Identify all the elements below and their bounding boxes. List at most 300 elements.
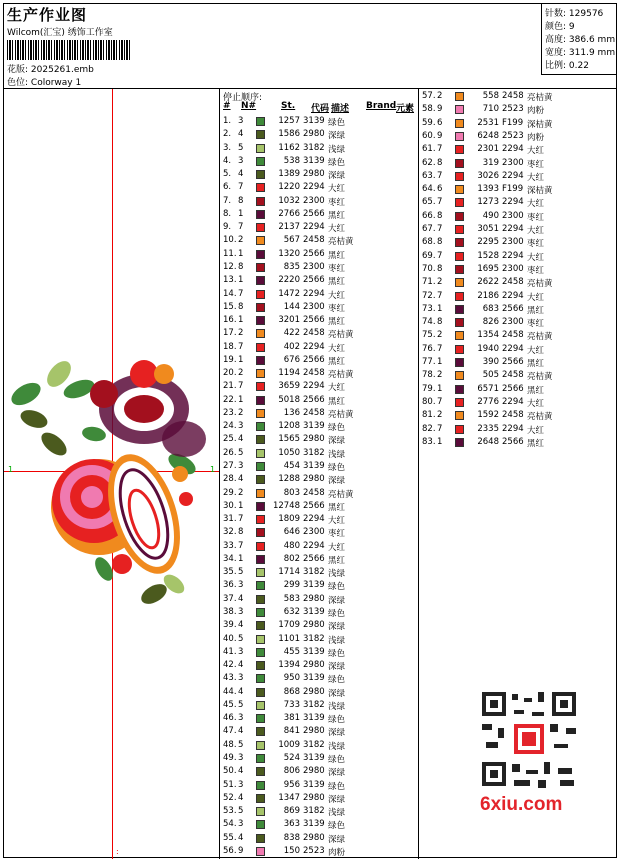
table-row — [220, 659, 418, 672]
color-swatch — [455, 159, 464, 168]
row-needle: 1 — [238, 354, 244, 365]
table-row — [220, 168, 418, 181]
row-needle: 7 — [437, 224, 443, 234]
table-row — [220, 128, 418, 141]
row-needle: 2 — [238, 235, 244, 246]
row-description: 亮桔黄 — [328, 370, 354, 381]
table-row — [220, 354, 418, 367]
color-swatch — [455, 371, 464, 380]
row-number: 5. — [223, 169, 232, 180]
row-description: 黑红 — [527, 359, 545, 369]
row-code: 3139 — [303, 580, 325, 591]
row-description: 枣红 — [328, 197, 346, 208]
row-number: 57. — [422, 91, 436, 101]
row-needle: 7 — [238, 381, 244, 392]
row-stitches: 2220 — [278, 275, 300, 286]
row-description: 亮桔黄 — [527, 93, 553, 103]
row-stitches: 1695 — [477, 263, 499, 274]
table-row — [220, 115, 418, 128]
row-code: 3182 — [303, 447, 325, 458]
row-needle: 2 — [437, 91, 443, 101]
row-stitches: 868 — [283, 686, 300, 697]
row-needle: 3 — [238, 116, 244, 126]
row-needle: 5 — [238, 633, 244, 644]
row-stitches: 632 — [283, 606, 300, 617]
table-row — [419, 369, 617, 382]
row-code: 3139 — [303, 606, 325, 617]
row-description: 黑红 — [328, 396, 346, 407]
color-swatch — [455, 132, 464, 141]
color-swatch — [256, 767, 265, 776]
row-needle: 8 — [437, 237, 443, 248]
row-number: 48. — [223, 739, 237, 750]
stats-panel — [541, 4, 617, 75]
row-description: 深绿 — [328, 662, 346, 673]
row-description: 大红 — [527, 226, 545, 236]
row-needle: 7 — [437, 250, 443, 261]
row-needle: 3 — [238, 779, 244, 790]
row-code: 3182 — [303, 567, 325, 578]
color-swatch — [256, 183, 265, 192]
row-stitches: 1208 — [278, 421, 300, 432]
row-description: 深绿 — [328, 595, 346, 606]
row-code: 2294 — [303, 514, 325, 525]
table-row — [220, 818, 418, 831]
color-swatch — [256, 489, 265, 498]
row-code: 2523 — [502, 130, 524, 141]
row-stitches: 1162 — [278, 142, 300, 153]
row-description: 黑红 — [527, 305, 545, 316]
row-number: 40. — [223, 633, 237, 644]
row-stitches: 1032 — [278, 195, 300, 206]
row-number: 7. — [223, 195, 232, 206]
row-stitches: 835 — [283, 261, 300, 272]
row-code: 2294 — [502, 290, 524, 301]
row-code: 2523 — [502, 104, 524, 115]
row-description: 大红 — [527, 398, 545, 409]
table-row — [220, 513, 418, 526]
row-needle: 4 — [238, 434, 244, 445]
row-stitches: 363 — [283, 819, 300, 830]
row-number: 51. — [223, 779, 237, 790]
qr-code-graphic — [474, 684, 584, 794]
table-row — [220, 487, 418, 500]
table-row — [220, 712, 418, 725]
row-needle: 3 — [238, 673, 244, 684]
row-number: 65. — [422, 197, 436, 208]
color-swatch — [256, 661, 265, 670]
barcode-image — [7, 40, 132, 60]
row-code: 2566 — [502, 436, 524, 447]
row-stitches: 676 — [283, 354, 300, 365]
row-needle: 8 — [238, 261, 244, 272]
table-row — [220, 420, 418, 433]
stat-value: 129576 — [568, 9, 604, 19]
row-stitches: 12748 — [272, 500, 300, 511]
row-description: 枣红 — [527, 212, 545, 223]
row-description: 绿色 — [328, 582, 346, 593]
row-code: F199 — [502, 184, 524, 195]
table-row — [220, 540, 418, 553]
row-needle: 3 — [238, 580, 244, 591]
design-preview — [4, 89, 220, 859]
row-number: 32. — [223, 527, 237, 538]
table-row — [419, 423, 617, 436]
table-row — [220, 832, 418, 845]
row-number: 20. — [223, 368, 237, 379]
row-stitches: 710 — [482, 104, 499, 115]
row-number: 73. — [422, 303, 436, 314]
row-number: 33. — [223, 540, 237, 551]
row-needle: 7 — [238, 514, 244, 525]
color-swatch — [256, 223, 265, 232]
row-stitches: 5018 — [278, 394, 300, 405]
table-row — [220, 301, 418, 314]
row-code: 2300 — [502, 317, 524, 328]
row-stitches: 3659 — [278, 381, 300, 392]
color-swatch — [256, 157, 265, 166]
stat-label: 针数: — [545, 9, 567, 19]
row-number: 71. — [422, 277, 436, 288]
color-swatch — [256, 714, 265, 723]
row-needle: 4 — [238, 620, 244, 631]
row-description: 黑红 — [527, 438, 545, 449]
row-code: 3182 — [303, 739, 325, 750]
company-name: Wilcom(汇宝) 绣饰工作室 — [7, 28, 113, 38]
row-stitches: 1565 — [278, 434, 300, 445]
color-swatch — [455, 252, 464, 261]
row-code: 2294 — [502, 423, 524, 434]
row-number: 39. — [223, 620, 237, 631]
row-needle: 4 — [238, 129, 244, 140]
color-swatch — [256, 130, 265, 139]
row-number: 29. — [223, 487, 237, 498]
color-swatch — [256, 701, 265, 710]
row-stitches: 1389 — [278, 169, 300, 180]
row-code: 2294 — [502, 396, 524, 407]
row-number: 2. — [223, 129, 232, 140]
row-code: 2980 — [303, 593, 325, 604]
color-swatch — [256, 781, 265, 790]
row-description: 浅绿 — [328, 569, 346, 580]
row-number: 62. — [422, 157, 436, 168]
row-description: 枣红 — [328, 303, 346, 314]
row-code: 2294 — [502, 144, 524, 155]
row-needle: 4 — [238, 832, 244, 843]
row-description: 黑红 — [328, 277, 346, 288]
color-swatch — [455, 212, 464, 221]
row-stitches: 1714 — [278, 567, 300, 578]
row-description: 大红 — [527, 172, 545, 183]
row-stitches: 802 — [283, 553, 300, 564]
color-swatch — [455, 345, 464, 354]
row-code: 2566 — [502, 383, 524, 394]
color-swatch — [455, 398, 464, 407]
row-code: 2458 — [303, 368, 325, 379]
row-stitches: 2766 — [278, 208, 300, 219]
row-number: 64. — [422, 184, 436, 195]
row-description: 绿色 — [328, 648, 346, 659]
row-needle: 2 — [437, 410, 443, 421]
row-description: 黑红 — [328, 555, 346, 566]
table-row — [220, 473, 418, 486]
color-swatch — [256, 290, 265, 299]
row-stitches: 583 — [283, 593, 300, 604]
row-description: 绿色 — [328, 423, 346, 434]
row-code: 2566 — [303, 275, 325, 286]
table-row — [419, 90, 617, 103]
table-row — [419, 250, 617, 263]
table-row — [220, 234, 418, 247]
table-row — [220, 500, 418, 513]
file-name: 2025261.emb — [30, 65, 94, 75]
color-swatch — [455, 185, 464, 194]
color-swatch — [256, 303, 265, 312]
color-swatch — [256, 741, 265, 750]
row-stitches: 683 — [482, 303, 499, 314]
row-needle: 2 — [238, 368, 244, 379]
row-code: 2294 — [303, 182, 325, 193]
row-description: 深绿 — [328, 622, 346, 633]
row-stitches: 950 — [283, 673, 300, 684]
row-code: 3139 — [303, 752, 325, 763]
table-row — [419, 117, 617, 130]
table-row — [220, 792, 418, 805]
row-code: 2300 — [502, 263, 524, 274]
row-needle: 7 — [238, 288, 244, 299]
table-row — [419, 263, 617, 276]
color-swatch — [256, 449, 265, 458]
row-stitches: 1320 — [278, 248, 300, 259]
color-swatch — [256, 329, 265, 338]
row-needle: 4 — [238, 726, 244, 737]
row-needle: 2 — [238, 328, 244, 339]
table-row — [419, 383, 617, 396]
table-row — [419, 210, 617, 223]
row-code: 3182 — [303, 633, 325, 644]
color-swatch — [455, 92, 464, 101]
row-description: 黑红 — [328, 210, 346, 221]
row-description: 浅绿 — [328, 808, 346, 819]
row-number: 8. — [223, 208, 232, 219]
color-swatch — [256, 847, 265, 856]
row-description: 亮桔黄 — [527, 279, 553, 290]
row-number: 31. — [223, 514, 237, 525]
row-description: 深绿 — [328, 768, 346, 779]
row-stitches: 826 — [482, 317, 499, 328]
file-line — [7, 62, 94, 75]
row-code: 2294 — [303, 341, 325, 352]
color-swatch — [256, 462, 265, 471]
row-number: 38. — [223, 606, 237, 617]
row-code: 2294 — [303, 288, 325, 299]
row-description: 绿色 — [328, 715, 346, 726]
table-row — [220, 195, 418, 208]
row-code: 2566 — [303, 394, 325, 405]
row-number: 37. — [223, 593, 237, 604]
table-row — [220, 288, 418, 301]
color-swatch — [256, 263, 265, 272]
table-row — [220, 142, 418, 155]
row-stitches: 1709 — [278, 620, 300, 631]
row-number: 72. — [422, 290, 436, 301]
row-code: 3139 — [303, 779, 325, 790]
row-stitches: 136 — [283, 407, 300, 418]
row-needle: 4 — [238, 474, 244, 485]
row-code: 2458 — [303, 407, 325, 418]
row-code: 2980 — [303, 660, 325, 671]
color-swatch — [256, 276, 265, 285]
table-row — [220, 845, 418, 858]
row-stitches: 1220 — [278, 182, 300, 193]
table-row — [419, 436, 617, 449]
row-needle: 7 — [238, 182, 244, 193]
row-code: F199 — [502, 117, 524, 128]
table-row — [419, 409, 617, 422]
row-description: 绿色 — [328, 781, 346, 792]
row-needle: 1 — [238, 553, 244, 564]
table-row — [220, 672, 418, 685]
table-row — [220, 221, 418, 234]
row-needle: 8 — [437, 210, 443, 221]
row-number: 13. — [223, 275, 237, 286]
row-description: 深绿 — [328, 476, 346, 487]
row-code: 2300 — [502, 237, 524, 248]
row-stitches: 1472 — [278, 288, 300, 299]
embroidery-design-image — [4, 89, 219, 859]
row-stitches: 150 — [283, 845, 300, 856]
row-code: 2300 — [303, 261, 325, 272]
color-swatch — [256, 648, 265, 657]
color-swatch — [455, 119, 464, 128]
row-needle: 4 — [238, 169, 244, 180]
row-needle: 7 — [437, 144, 443, 155]
row-code: 2300 — [303, 195, 325, 206]
row-needle: 4 — [238, 660, 244, 671]
row-stitches: 3051 — [477, 224, 499, 234]
stat-colors — [545, 19, 575, 32]
header-description: 描述 — [331, 104, 350, 114]
row-needle: 4 — [238, 766, 244, 777]
table-row — [220, 779, 418, 792]
row-code: 2300 — [303, 301, 325, 312]
row-stitches: 2648 — [477, 436, 499, 447]
row-needle: 8 — [238, 195, 244, 206]
row-code: 2566 — [502, 357, 524, 367]
table-row — [220, 248, 418, 261]
row-needle: 6 — [437, 117, 443, 128]
row-number: 66. — [422, 210, 436, 221]
row-description: 枣红 — [527, 159, 545, 170]
row-stitches: 2335 — [477, 423, 499, 434]
row-description: 肉粉 — [527, 106, 545, 117]
row-number: 11. — [223, 248, 237, 259]
row-code: 3139 — [303, 713, 325, 724]
table-row — [220, 752, 418, 765]
row-stitches: 3026 — [477, 170, 499, 181]
row-description: 大红 — [527, 199, 545, 210]
row-stitches: 806 — [283, 766, 300, 777]
row-description: 深绿 — [328, 688, 346, 699]
row-stitches: 956 — [283, 779, 300, 790]
row-number: 83. — [422, 436, 436, 447]
row-stitches: 454 — [283, 461, 300, 472]
row-number: 6. — [223, 182, 232, 193]
row-stitches: 3201 — [278, 315, 300, 326]
color-swatch — [256, 794, 265, 803]
row-description: 深桔黄 — [527, 186, 553, 197]
row-number: 82. — [422, 423, 436, 434]
row-number: 74. — [422, 317, 436, 328]
row-number: 81. — [422, 410, 436, 421]
row-code: 2980 — [303, 474, 325, 485]
row-needle: 1 — [238, 208, 244, 219]
table-row — [220, 208, 418, 221]
table-row — [220, 261, 418, 274]
row-needle: 5 — [238, 567, 244, 578]
header-number: # — [223, 101, 231, 111]
row-stitches: 381 — [283, 713, 300, 724]
row-stitches: 1940 — [477, 343, 499, 354]
page-title: 生产作业图 — [7, 6, 88, 24]
row-description: 浅绿 — [328, 741, 346, 752]
row-needle: 7 — [238, 540, 244, 551]
row-number: 15. — [223, 301, 237, 312]
row-description: 亮桔黄 — [527, 332, 553, 343]
row-number: 42. — [223, 660, 237, 671]
table-row — [419, 103, 617, 116]
colorway-value: Colorway 1 — [30, 78, 82, 88]
row-code: 2458 — [502, 370, 524, 381]
color-swatch — [256, 674, 265, 683]
row-stitches: 144 — [283, 301, 300, 312]
table-row — [419, 290, 617, 303]
row-stitches: 2531 — [477, 117, 499, 128]
row-number: 10. — [223, 235, 237, 246]
row-stitches: 6571 — [477, 383, 499, 394]
table-row — [419, 183, 617, 196]
row-code: 2980 — [303, 766, 325, 777]
row-number: 54. — [223, 819, 237, 830]
row-stitches: 803 — [283, 487, 300, 498]
table-row — [220, 155, 418, 168]
row-stitches: 390 — [482, 357, 499, 367]
row-needle: 8 — [437, 157, 443, 168]
table-row — [220, 394, 418, 407]
row-description: 浅绿 — [328, 635, 346, 646]
row-code: 2458 — [502, 330, 524, 341]
color-swatch — [455, 278, 464, 287]
table-row — [220, 593, 418, 606]
table-row — [220, 606, 418, 619]
row-code: 2294 — [303, 222, 325, 233]
row-stitches: 2301 — [477, 144, 499, 155]
row-number: 30. — [223, 500, 237, 511]
stop-sequence-caption: 停止顺序: — [223, 93, 263, 103]
color-swatch — [256, 635, 265, 644]
row-stitches: 1393 — [477, 184, 499, 195]
table-row — [419, 143, 617, 156]
row-stitches: 841 — [283, 726, 300, 737]
table-row — [220, 407, 418, 420]
stat-value: 9 — [568, 22, 575, 32]
axis-marker-right: 1 — [210, 465, 216, 474]
stat-scale — [545, 58, 589, 71]
row-description: 绿色 — [328, 608, 346, 619]
color-swatch — [455, 438, 464, 447]
table-row — [220, 274, 418, 287]
row-code: 3139 — [303, 646, 325, 657]
